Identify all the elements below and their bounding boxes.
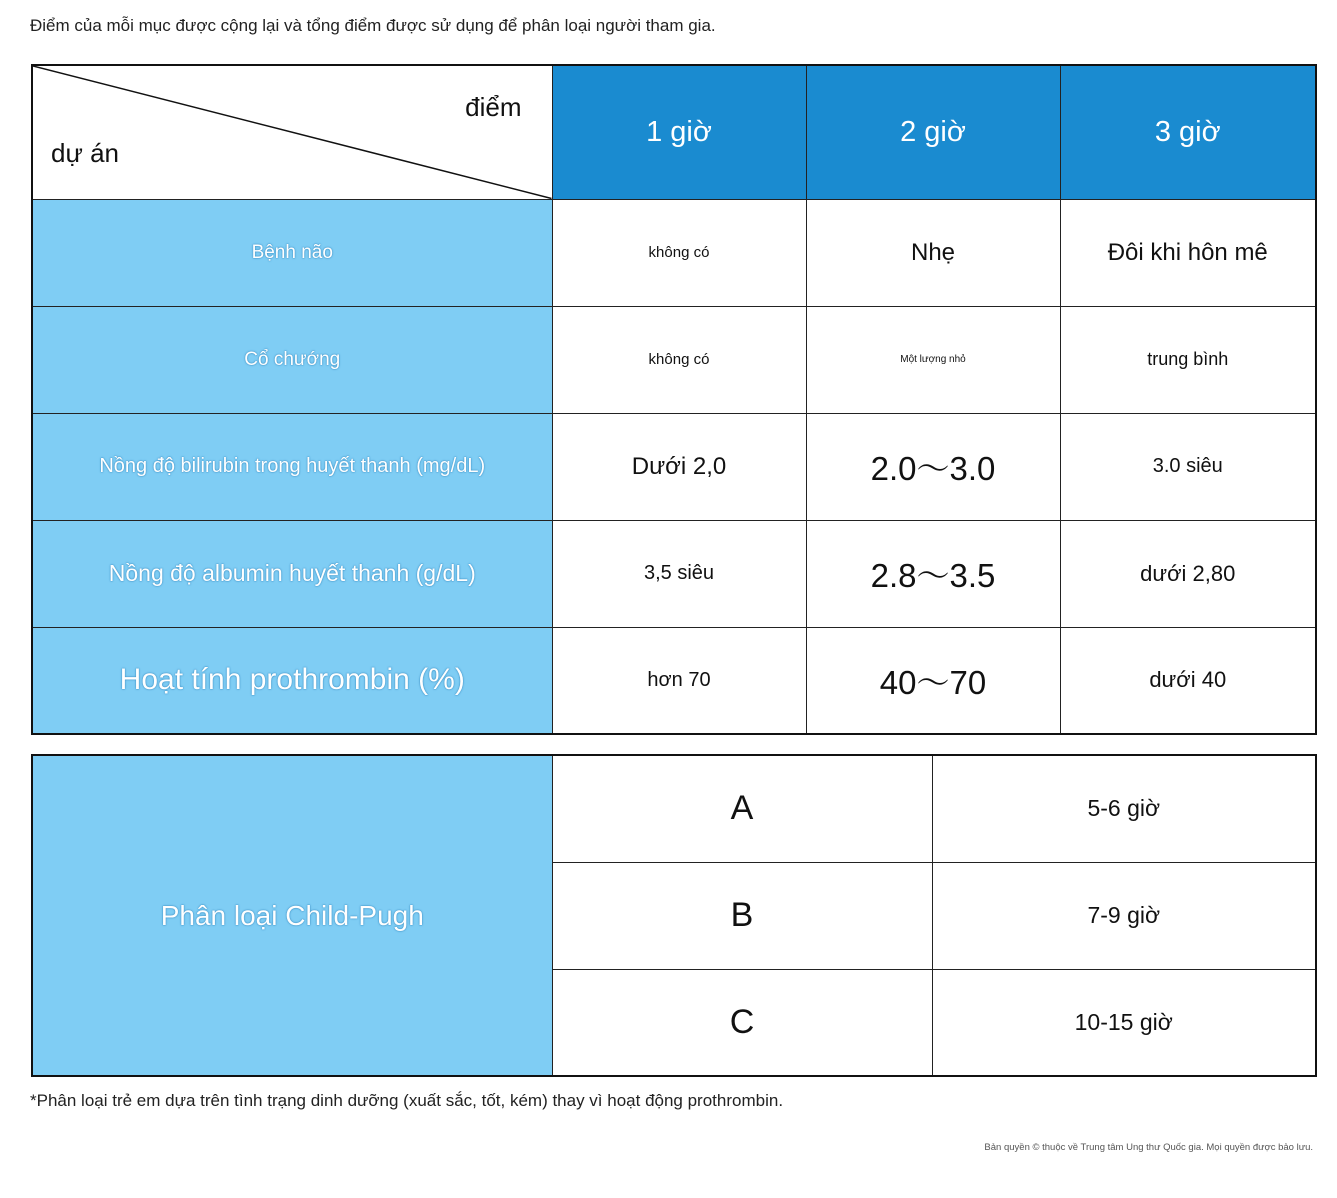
classification-row — [32, 755, 1316, 862]
table-cell: dưới 2,80 — [1060, 520, 1316, 627]
footnote: *Phân loại trẻ em dựa trên tình trạng dinh dưỡng (xuất sắc, tốt, kém) thay vì hoạt động prothrombin. — [30, 1091, 784, 1110]
diagonal-line — [33, 66, 552, 199]
header-row — [32, 65, 1316, 199]
table-cell: không có — [552, 199, 806, 306]
classification-title: Phân loại Child-Pugh — [32, 755, 552, 1076]
table-row — [32, 627, 1316, 734]
intro-text: Điểm của mỗi mục được cộng lại và tổng điểm được sử dụng để phân loại người tham gia. — [30, 16, 716, 35]
row-label-prothrombin: Hoạt tính prothrombin (%) — [32, 627, 552, 734]
grade-cell: B — [552, 862, 932, 969]
corner-cell — [32, 65, 552, 199]
table-cell: 2.8～3.5 — [806, 520, 1060, 627]
points-cell: 5-6 giờ — [932, 755, 1316, 862]
table-cell: 40～70 — [806, 627, 1060, 734]
corner-item-label: dự án — [51, 137, 120, 168]
table-cell: Một lượng nhỏ — [806, 306, 1060, 413]
table-row — [32, 413, 1316, 520]
corner-score-label: điểm — [465, 92, 522, 122]
copyright-notice: Bản quyền © thuộc về Trung tâm Ung thư Quốc gia. Mọi quyền được bảo lưu. — [984, 1142, 1313, 1153]
table-cell: hơn 70 — [552, 627, 806, 734]
table-row — [32, 199, 1316, 306]
row-label-encephalopathy: Bệnh não — [32, 199, 552, 306]
table-cell: không có — [552, 306, 806, 413]
grade-cell: A — [552, 755, 932, 862]
points-cell: 10-15 giờ — [932, 969, 1316, 1076]
row-label-ascites: Cổ chướng — [32, 306, 552, 413]
table-cell: 3.0 siêu — [1060, 413, 1316, 520]
table-cell: 2.0～3.0 — [806, 413, 1060, 520]
row-label-albumin: Nồng độ albumin huyết thanh (g/dL) — [32, 520, 552, 627]
table-cell: Dưới 2,0 — [552, 413, 806, 520]
table-row — [32, 306, 1316, 413]
table-cell: Đôi khi hôn mê — [1060, 199, 1316, 306]
table-row — [32, 520, 1316, 627]
grade-cell: C — [552, 969, 932, 1076]
column-header-1: 1 giờ — [552, 65, 806, 199]
table-cell: trung bình — [1060, 306, 1316, 413]
table-cell: Nhẹ — [806, 199, 1060, 306]
row-label-bilirubin: Nồng độ bilirubin trong huyết thanh (mg/dL) — [32, 413, 552, 520]
table-cell: 3,5 siêu — [552, 520, 806, 627]
table-cell: dưới 40 — [1060, 627, 1316, 734]
points-cell: 7-9 giờ — [932, 862, 1316, 969]
column-header-3: 3 giờ — [1060, 65, 1316, 199]
column-header-2: 2 giờ — [806, 65, 1060, 199]
score-table — [31, 64, 1317, 735]
classification-table — [31, 754, 1317, 1077]
